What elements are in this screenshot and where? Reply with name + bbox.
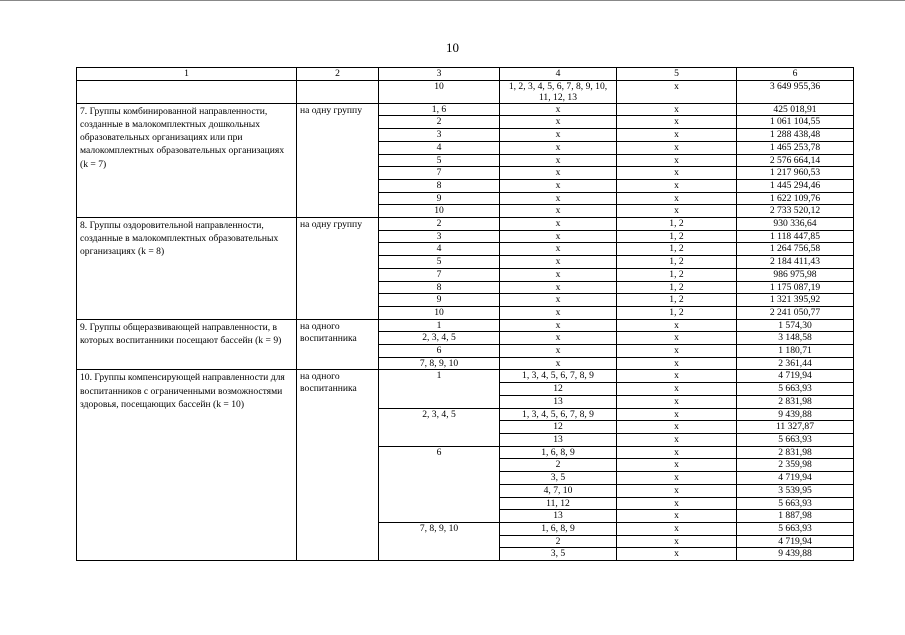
col3-cell: 4 [379,141,500,154]
col6-cell: 2 361,44 [737,357,854,370]
col6-cell: 425 018,91 [737,103,854,116]
col4-cell: х [500,306,617,319]
col6-cell: 11 327,87 [737,421,854,434]
col5-cell: х [617,446,737,459]
col3-cell: 8 [379,179,500,192]
col3-cell: 10 [379,205,500,218]
col4-cell: х [500,281,617,294]
col4-cell: 3, 5 [500,472,617,485]
col3-cell: 1 [379,319,500,332]
group-description: 10. Группы компенсирующей направленности для воспитанников с ограниченными возможностями здоровья, посещающих бассейн (k = 10) [77,370,297,561]
col3-cell: 8 [379,281,500,294]
col6-cell: 1 288 438,48 [737,129,854,142]
col5-cell: х [617,116,737,129]
col3-cell: 7, 8, 9, 10 [379,357,500,370]
col6-cell: 9 439,88 [737,408,854,421]
desc-cell [77,80,297,103]
unit-description: на одну группу [297,218,379,320]
col4-cell: х [500,192,617,205]
col4-cell: х [500,268,617,281]
col5-cell: х [617,141,737,154]
col6-cell: 2 184 411,43 [737,256,854,269]
col6-cell: 1 175 087,19 [737,281,854,294]
col6-cell: 5 663,93 [737,522,854,535]
col3-cell: 9 [379,294,500,307]
col6-cell: 1 264 756,58 [737,243,854,256]
unit-description: на одного воспитанника [297,319,379,370]
col4-cell: х [500,167,617,180]
col6-cell: 4 719,94 [737,370,854,383]
col5-cell: 1, 2 [617,243,737,256]
col5-cell: х [617,459,737,472]
col6-cell: 986 975,98 [737,268,854,281]
col4-cell: 1, 6, 8, 9 [500,522,617,535]
col6-cell: 5 663,93 [737,433,854,446]
table-row [77,80,854,103]
col4-cell: 13 [500,395,617,408]
col6-cell: 3 539,95 [737,484,854,497]
col6-cell: 4 719,94 [737,535,854,548]
col6-cell: 2 831,98 [737,446,854,459]
col5-cell: 1, 2 [617,268,737,281]
col3-cell: 2 [379,218,500,231]
col4-cell: х [500,103,617,116]
column-header-3: 3 [379,68,500,81]
table-row [77,370,854,383]
col6-cell: 1 217 960,53 [737,167,854,180]
col5-cell: х [617,332,737,345]
col5-cell: х [617,370,737,383]
col4-cell: х [500,129,617,142]
page-top-border [0,0,905,1]
col4-cell: 1, 3, 4, 5, 6, 7, 8, 9 [500,408,617,421]
col6-cell: 1 180,71 [737,345,854,358]
col4-cell: х [500,294,617,307]
col6-cell: 1 061 104,55 [737,116,854,129]
col6-cell: 1 445 294,46 [737,179,854,192]
column-header-6: 6 [737,68,854,81]
col5-cell: 1, 2 [617,281,737,294]
col3-cell: 6 [379,446,500,522]
col3-cell: 2, 3, 4, 5 [379,408,500,446]
col6-cell: 1 465 253,78 [737,141,854,154]
col4-cell: х [500,357,617,370]
col5-cell: х [617,433,737,446]
col3-cell: 5 [379,256,500,269]
col3-cell: 7 [379,268,500,281]
column-header-5: 5 [617,68,737,81]
col3-cell: 1, 6 [379,103,500,116]
unit-description: на одного воспитанника [297,370,379,561]
col4-cell: х [500,141,617,154]
col5-cell: х [617,497,737,510]
col4-cell: 13 [500,510,617,523]
col4-cell: 2 [500,459,617,472]
col3-cell: 9 [379,192,500,205]
col4-cell: 1, 2, 3, 4, 5, 6, 7, 8, 9, 10, 11, 12, 13 [500,80,617,103]
table-row [77,319,854,332]
col3-cell: 5 [379,154,500,167]
col4-cell: х [500,332,617,345]
col6-cell: 5 663,93 [737,383,854,396]
col4-cell: х [500,256,617,269]
group-description: 9. Группы общеразвивающей направленности, в которых воспитанники посещают бассейн (k = 9) [77,319,297,370]
col6-cell: 9 439,88 [737,548,854,561]
col5-cell: х [617,129,737,142]
col4-cell: 3, 5 [500,548,617,561]
group-description: 7. Группы комбинированной направленности, созданные в малокомплектных дошкольных образовательных организациях или при малокомплектных образовательных организациях (k = 7) [77,103,297,217]
col4-cell: х [500,230,617,243]
col4-cell: 4, 7, 10 [500,484,617,497]
col6-cell: 1 574,30 [737,319,854,332]
col5-cell: х [617,472,737,485]
col4-cell: х [500,179,617,192]
col4-cell: х [500,116,617,129]
col6-cell: 1 887,98 [737,510,854,523]
col4-cell: х [500,345,617,358]
col6-cell: 3 649 955,36 [737,80,854,103]
col5-cell: х [617,205,737,218]
col5-cell: х [617,535,737,548]
col5-cell: х [617,510,737,523]
col6-cell: 4 719,94 [737,472,854,485]
col5-cell: х [617,319,737,332]
col4-cell: х [500,243,617,256]
col5-cell: 1, 2 [617,218,737,231]
col3-cell: 7, 8, 9, 10 [379,522,500,560]
column-header-2: 2 [297,68,379,81]
col3-cell: 4 [379,243,500,256]
col6-cell: 2 359,98 [737,459,854,472]
col6-cell: 1 118 447,85 [737,230,854,243]
col6-cell: 5 663,93 [737,497,854,510]
col5-cell: х [617,395,737,408]
unit-description: на одну группу [297,103,379,217]
col5-cell: 1, 2 [617,230,737,243]
col6-cell: 2 733 520,12 [737,205,854,218]
col4-cell: 12 [500,421,617,434]
col5-cell: х [617,357,737,370]
col6-cell: 2 241 050,77 [737,306,854,319]
col5-cell: х [617,484,737,497]
col6-cell: 2 576 664,14 [737,154,854,167]
col5-cell: х [617,548,737,561]
col4-cell: 13 [500,433,617,446]
col3-cell: 10 [379,306,500,319]
col5-cell: х [617,80,737,103]
col4-cell: 1, 3, 4, 5, 6, 7, 8, 9 [500,370,617,383]
col4-cell: 11, 12 [500,497,617,510]
col5-cell: х [617,192,737,205]
column-header-4: 4 [500,68,617,81]
table-row [77,218,854,231]
col5-cell: 1, 2 [617,294,737,307]
col5-cell: х [617,167,737,180]
col5-cell: х [617,408,737,421]
unit-cell [297,80,379,103]
col5-cell: х [617,522,737,535]
col4-cell: 2 [500,535,617,548]
group-description: 8. Группы оздоровительной направленности, созданные в малокомплектных образовательных организациях (k = 8) [77,218,297,320]
col3-cell: 7 [379,167,500,180]
col3-cell: 1 [379,370,500,408]
col3-cell: 3 [379,129,500,142]
col6-cell: 3 148,58 [737,332,854,345]
col5-cell: 1, 2 [617,306,737,319]
col6-cell: 1 622 109,76 [737,192,854,205]
col4-cell: х [500,319,617,332]
col3-cell: 3 [379,230,500,243]
col3-cell: 2 [379,116,500,129]
header-row [77,68,854,81]
col6-cell: 930 336,64 [737,218,854,231]
col3-cell: 10 [379,80,500,103]
col3-cell: 6 [379,345,500,358]
column-header-1: 1 [77,68,297,81]
col6-cell: 1 321 395,92 [737,294,854,307]
page-number: 10 [446,40,459,55]
col4-cell: х [500,205,617,218]
col4-cell: 12 [500,383,617,396]
col4-cell: х [500,218,617,231]
col5-cell: х [617,345,737,358]
col4-cell: 1, 6, 8, 9 [500,446,617,459]
col5-cell: х [617,154,737,167]
col3-cell: 2, 3, 4, 5 [379,332,500,345]
col5-cell: х [617,421,737,434]
data-table [76,67,854,561]
col5-cell: х [617,179,737,192]
col4-cell: х [500,154,617,167]
col5-cell: х [617,383,737,396]
col6-cell: 2 831,98 [737,395,854,408]
col5-cell: х [617,103,737,116]
table-row [77,103,854,116]
col5-cell: 1, 2 [617,256,737,269]
